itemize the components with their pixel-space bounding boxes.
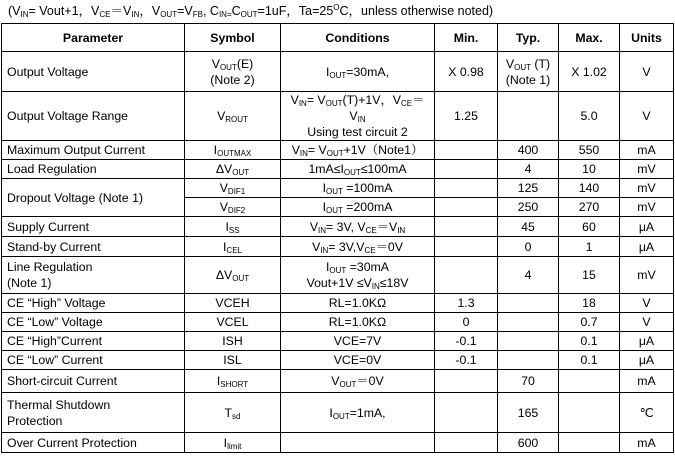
units-cell: mV — [620, 198, 674, 217]
conditions-cell: $I_{OUT}=1mA$, — [281, 393, 435, 433]
max-cell: 0.1 — [559, 332, 620, 351]
typ-cell: 165 — [498, 393, 559, 433]
symbol-cell: ISL — [185, 351, 281, 370]
symbol-cell: $I_{CEL}$ — [185, 237, 281, 257]
min-cell: 0 — [435, 313, 498, 332]
min-cell — [435, 433, 498, 453]
units-cell: V — [620, 313, 674, 332]
table-row — [2, 370, 674, 393]
typ-cell: 0 — [498, 237, 559, 257]
max-cell: 0.7 — [559, 313, 620, 332]
units-cell: μA — [620, 351, 674, 370]
typ-cell: 4 — [498, 257, 559, 294]
symbol-cell: $\Delta V_{OUT}$ — [185, 160, 281, 179]
units-cell: mV — [620, 160, 674, 179]
typ-cell: 4 — [498, 160, 559, 179]
conditions-cell: $V_{IN}= V_{OUT}(T)+1V$，$V_{CE}=V_{IN}$ Using test circuit 2 — [281, 92, 435, 141]
min-cell — [435, 141, 498, 160]
min-cell: 1.25 — [435, 92, 498, 141]
header-conditions: Conditions — [281, 24, 435, 52]
max-cell: 10 — [559, 160, 620, 179]
table-row — [2, 294, 674, 313]
table-row — [2, 217, 674, 237]
table-row — [2, 237, 674, 257]
table-row — [2, 52, 674, 92]
header-max: Max. — [559, 24, 620, 52]
symbol-cell: $T_{sd}$ — [185, 393, 281, 433]
parameter-cell: Output Voltage Range — [2, 92, 185, 141]
header-row — [2, 24, 674, 52]
symbol-cell: ISH — [185, 332, 281, 351]
conditions-cell: RL=1.0KΩ — [281, 294, 435, 313]
parameter-cell: Line Regulation (Note 1) — [2, 257, 185, 294]
conditions-cell: $V_{IN}=$ $V_{OUT}+1V(Note1)$ — [281, 141, 435, 160]
conditions-cell: $I_{OUT} =100mA$ — [281, 179, 435, 198]
units-cell: mV — [620, 257, 674, 294]
symbol-cell: $V_{ROUT}$ — [185, 92, 281, 141]
max-cell: 15 — [559, 257, 620, 294]
header-typ: Typ. — [498, 24, 559, 52]
min-cell: X 0.98 — [435, 52, 498, 92]
min-cell — [435, 393, 498, 433]
max-cell: 1 — [559, 237, 620, 257]
parameter-cell: CE “Low” Voltage — [2, 313, 185, 332]
min-cell: 1.3 — [435, 294, 498, 313]
conditions-cell — [281, 433, 435, 453]
typ-cell — [498, 294, 559, 313]
symbol-cell: $I_{SS}$ — [185, 217, 281, 237]
typ-cell: 250 — [498, 198, 559, 217]
header-units: Units — [620, 24, 674, 52]
symbol-cell: VCEH — [185, 294, 281, 313]
typ-cell: $V_{OUT}$ (T) (Note 1) — [498, 52, 559, 92]
table-row — [2, 313, 674, 332]
conditions-cell: $V_{OUT}=0V$ — [281, 370, 435, 393]
max-cell: 18 — [559, 294, 620, 313]
typ-cell — [498, 351, 559, 370]
parameter-cell: Short-circuit Current — [2, 370, 185, 393]
units-cell: μA — [620, 237, 674, 257]
parameter-cell: Thermal Shutdown Protection — [2, 393, 185, 433]
table-row — [2, 257, 674, 294]
table-row — [2, 160, 674, 179]
parameter-cell: CE “High” Voltage — [2, 294, 185, 313]
max-cell — [559, 393, 620, 433]
min-cell: -0.1 — [435, 351, 498, 370]
units-cell: mA — [620, 141, 674, 160]
max-cell: 140 — [559, 179, 620, 198]
parameter-cell: Stand-by Current — [2, 237, 185, 257]
typ-cell: 400 — [498, 141, 559, 160]
table-row — [2, 351, 674, 370]
electrical-characteristics-table — [1, 23, 674, 453]
symbol-cell: $I_{OUTMAX}$ — [185, 141, 281, 160]
parameter-cell: Output Voltage — [2, 52, 185, 92]
conditions-cell: $I_{OUT} =30mA$ Vout+1V $\le V_{IN}\le 18V$ — [281, 257, 435, 294]
typ-cell — [498, 92, 559, 141]
test-conditions-note: ($V_{IN}=$ Vout+1，$V_{CE}=V_{IN}$，$V_{OUT}=V_{FB}$, $C_{IN=}C_{OUT}=1uF$，$Ta=25^OC$，unless otherwise noted) — [8, 3, 494, 19]
parameter-cell: Dropout Voltage (Note 1) — [2, 179, 185, 217]
symbol-cell: $I_{SHORT}$ — [185, 370, 281, 393]
units-cell: μA — [620, 217, 674, 237]
header-symbol: Symbol — [185, 24, 281, 52]
units-cell: mV — [620, 179, 674, 198]
min-cell — [435, 237, 498, 257]
max-cell: 270 — [559, 198, 620, 217]
conditions-cell: $1mA\le I_{OUT}\le 100mA$ — [281, 160, 435, 179]
min-cell — [435, 179, 498, 198]
conditions-cell: $V_{IN}= 3V,V_{CE}=0V$ — [281, 237, 435, 257]
typ-cell: 125 — [498, 179, 559, 198]
conditions-cell: VCE=0V — [281, 351, 435, 370]
symbol-cell: VCEL — [185, 313, 281, 332]
min-cell — [435, 217, 498, 237]
conditions-cell: $I_{OUT}=30mA$, — [281, 52, 435, 92]
table-row — [2, 433, 674, 453]
symbol-cell: $V_{DIF2}$ — [185, 198, 281, 217]
min-cell — [435, 160, 498, 179]
parameter-cell: Maximum Output Current — [2, 141, 185, 160]
symbol-cell: $V_{OUT}(E)$ (Note 2) — [185, 52, 281, 92]
max-cell: 60 — [559, 217, 620, 237]
typ-cell: 45 — [498, 217, 559, 237]
table-row — [2, 92, 674, 141]
max-cell: 550 — [559, 141, 620, 160]
min-cell: -0.1 — [435, 332, 498, 351]
units-cell: V — [620, 52, 674, 92]
table-row — [2, 332, 674, 351]
symbol-cell: $\Delta V_{OUT}$ — [185, 257, 281, 294]
conditions-cell: VCE=7V — [281, 332, 435, 351]
max-cell: 5.0 — [559, 92, 620, 141]
min-cell — [435, 198, 498, 217]
symbol-cell: $V_{DIF1}$ — [185, 179, 281, 198]
min-cell — [435, 257, 498, 294]
parameter-cell: CE “High”Current — [2, 332, 185, 351]
units-cell: ℃ — [620, 393, 674, 433]
typ-cell: 600 — [498, 433, 559, 453]
parameter-cell: CE “Low” Current — [2, 351, 185, 370]
table-row — [2, 179, 674, 198]
max-cell: 0.1 — [559, 351, 620, 370]
typ-cell — [498, 332, 559, 351]
symbol-cell: $I_{limit}$ — [185, 433, 281, 453]
conditions-cell: $I_{OUT} =200mA$ — [281, 198, 435, 217]
conditions-cell: $V_{IN}= 3V$, $V_{CE}=V_{IN}$ — [281, 217, 435, 237]
parameter-cell: Supply Current — [2, 217, 185, 237]
max-cell — [559, 433, 620, 453]
units-cell: V — [620, 92, 674, 141]
table-row — [2, 393, 674, 433]
units-cell: V — [620, 294, 674, 313]
header-min: Min. — [435, 24, 498, 52]
parameter-cell: Over Current Protection — [2, 433, 185, 453]
parameter-cell: Load Regulation — [2, 160, 185, 179]
units-cell: μA — [620, 332, 674, 351]
typ-cell: 70 — [498, 370, 559, 393]
units-cell: mA — [620, 370, 674, 393]
max-cell: X 1.02 — [559, 52, 620, 92]
header-parameter: Parameter — [2, 24, 185, 52]
units-cell: mA — [620, 433, 674, 453]
min-cell — [435, 370, 498, 393]
max-cell — [559, 370, 620, 393]
typ-cell — [498, 313, 559, 332]
conditions-cell: RL=1.0KΩ — [281, 313, 435, 332]
table-row — [2, 141, 674, 160]
